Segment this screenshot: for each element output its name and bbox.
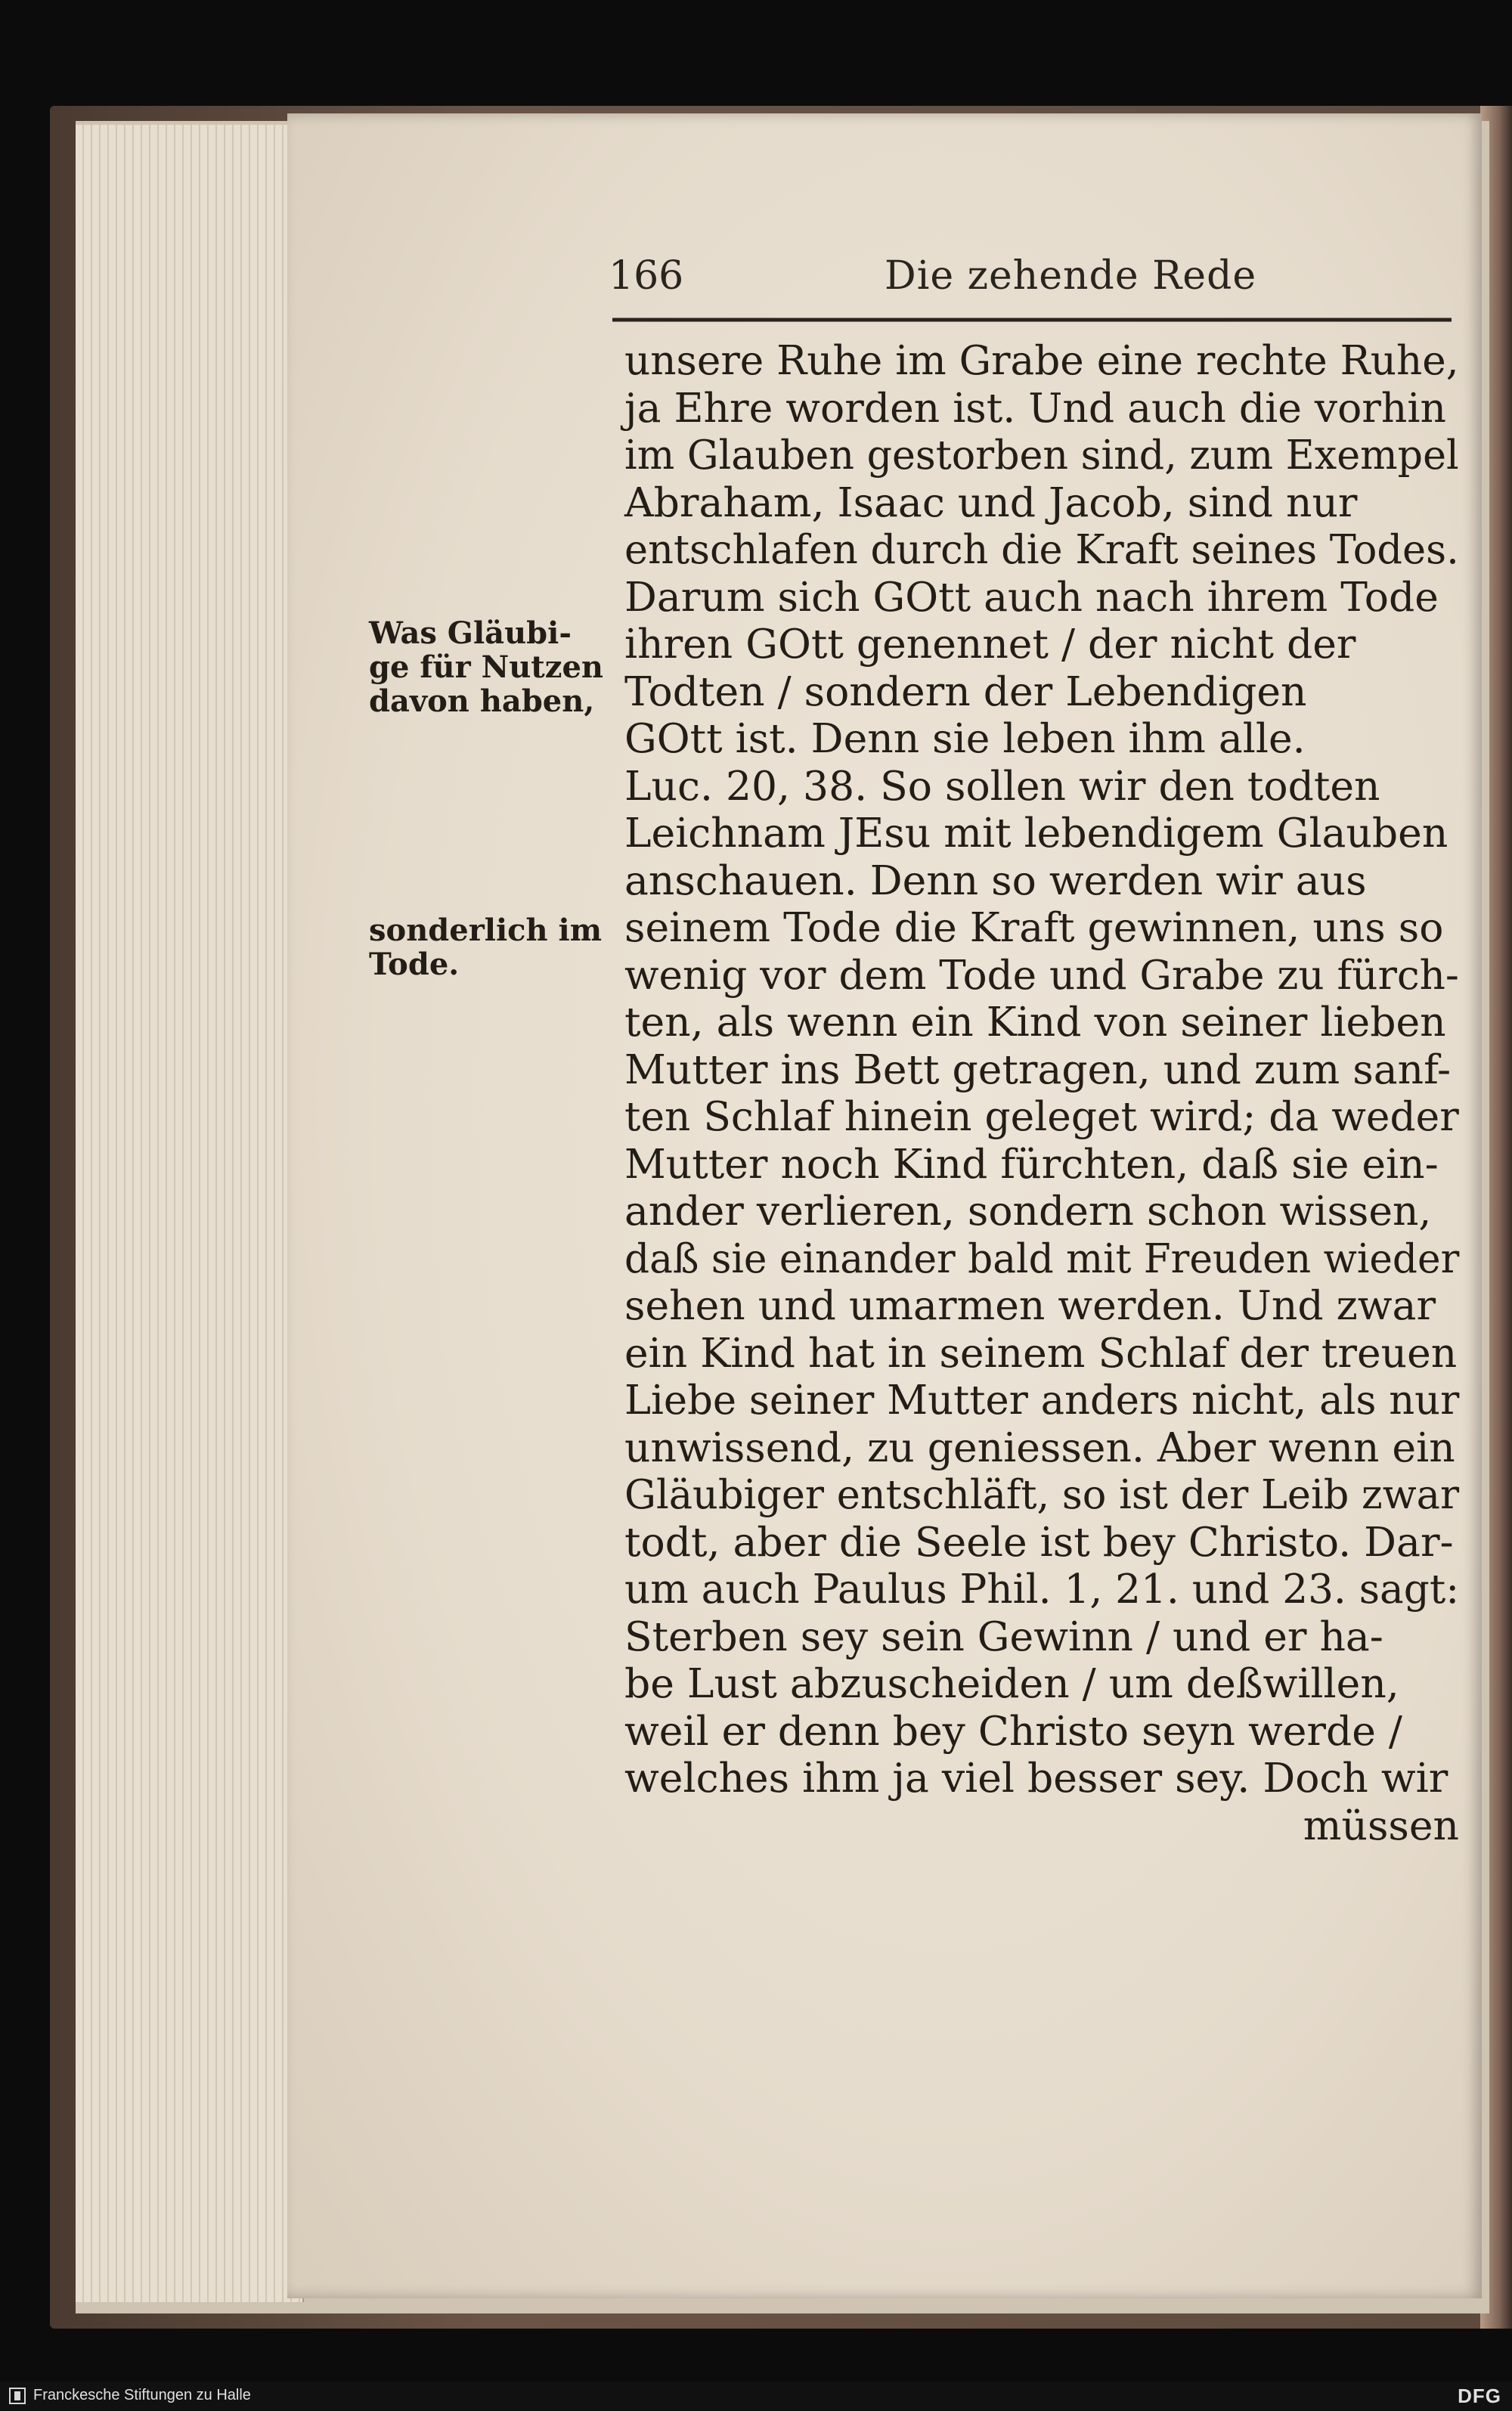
margin-note-line: ge für Nutzen xyxy=(369,649,603,685)
library-icon xyxy=(9,2388,26,2404)
text-line: Gläubiger entschläft, so ist der Leib zwar xyxy=(624,1470,1460,1518)
text-line: unwissend, zu geniessen. Aber wenn ein xyxy=(624,1423,1455,1471)
text-line: wenig vor dem Tode und Grabe zu fürch- xyxy=(624,950,1459,999)
text-line: sehen und umarmen werden. Und zwar xyxy=(624,1281,1436,1329)
margin-note-line: Tode. xyxy=(369,947,460,982)
library-name: Franckesche Stiftungen zu Halle xyxy=(33,2387,251,2403)
text-line: Luc. 20, 38. So sollen wir den todten xyxy=(624,761,1380,810)
text-line: ten, als wenn ein Kind von seiner lieben xyxy=(624,998,1446,1046)
running-head xyxy=(609,253,1452,314)
text-line: be Lust abzuscheiden / um deßwillen, xyxy=(624,1659,1399,1707)
running-title: Die zehende Rede xyxy=(885,253,1257,299)
text-line: ihren GOtt genennet / der nicht der xyxy=(624,620,1356,668)
margin-note-especially-in-death xyxy=(369,913,603,982)
text-line: welches ihm ja viel besser sey. Doch wir xyxy=(624,1754,1448,1802)
text-line: um auch Paulus Phil. 1, 21. und 23. sagt: xyxy=(624,1565,1460,1613)
text-line: anschauen. Denn so werden wir aus xyxy=(624,856,1367,904)
catchword: müssen xyxy=(1303,1801,1459,1849)
text-line: Todten / sondern der Lebendigen xyxy=(624,667,1307,715)
text-line: ander verlieren, sondern schon wissen, xyxy=(624,1187,1432,1235)
text-line: GOtt ist. Denn sie leben ihm alle. xyxy=(624,714,1306,762)
text-line: Liebe seiner Mutter anders nicht, als nur xyxy=(624,1376,1460,1424)
text-line: seinem Tode die Kraft gewinnen, uns so xyxy=(624,903,1444,951)
margin-note-believers-benefit xyxy=(369,615,603,719)
text-line: entschlafen durch die Kraft seines Todes. xyxy=(624,525,1459,573)
text-line: Leichnam JEsu mit lebendigem Glauben xyxy=(624,809,1448,857)
margin-note-line: davon haben, xyxy=(369,683,595,719)
viewer-footer xyxy=(0,2382,1512,2411)
body-text xyxy=(624,337,1459,1849)
text-line: Abraham, Isaac und Jacob, sind nur xyxy=(624,478,1358,526)
header-rule xyxy=(612,316,1452,324)
margin-note-line: sonderlich im xyxy=(369,913,603,948)
page-number: 166 xyxy=(609,253,684,299)
text-line: Darum sich GOtt auch nach ihrem Tode xyxy=(624,572,1439,621)
text-line: Mutter noch Kind fürchten, daß sie ein- xyxy=(624,1139,1439,1188)
text-line: ein Kind hat in seinem Schlaf der treuen xyxy=(624,1328,1458,1377)
text-line: daß sie einander bald mit Freuden wieder xyxy=(624,1234,1460,1282)
text-line: weil er denn bey Christo seyn werde / xyxy=(624,1706,1402,1755)
text-line: Sterben sey sein Gewinn / und er ha- xyxy=(624,1612,1383,1660)
dfg-logo: DFG xyxy=(1458,2385,1501,2407)
margin-note-line: Was Gläubi- xyxy=(369,615,572,651)
text-line: Mutter ins Bett getragen, und zum sanf- xyxy=(624,1045,1452,1093)
text-line: im Glauben gestorben sind, zum Exempel xyxy=(624,431,1459,479)
text-line: ja Ehre worden ist. Und auch die vorhin xyxy=(624,383,1446,432)
page-stack-edges xyxy=(76,125,304,2302)
text-line: unsere Ruhe im Grabe eine rechte Ruhe, xyxy=(624,336,1459,384)
text-line: ten Schlaf hinein geleget wird; da weder xyxy=(624,1092,1459,1140)
text-line: todt, aber die Seele ist bey Christo. Dar- xyxy=(624,1517,1454,1566)
